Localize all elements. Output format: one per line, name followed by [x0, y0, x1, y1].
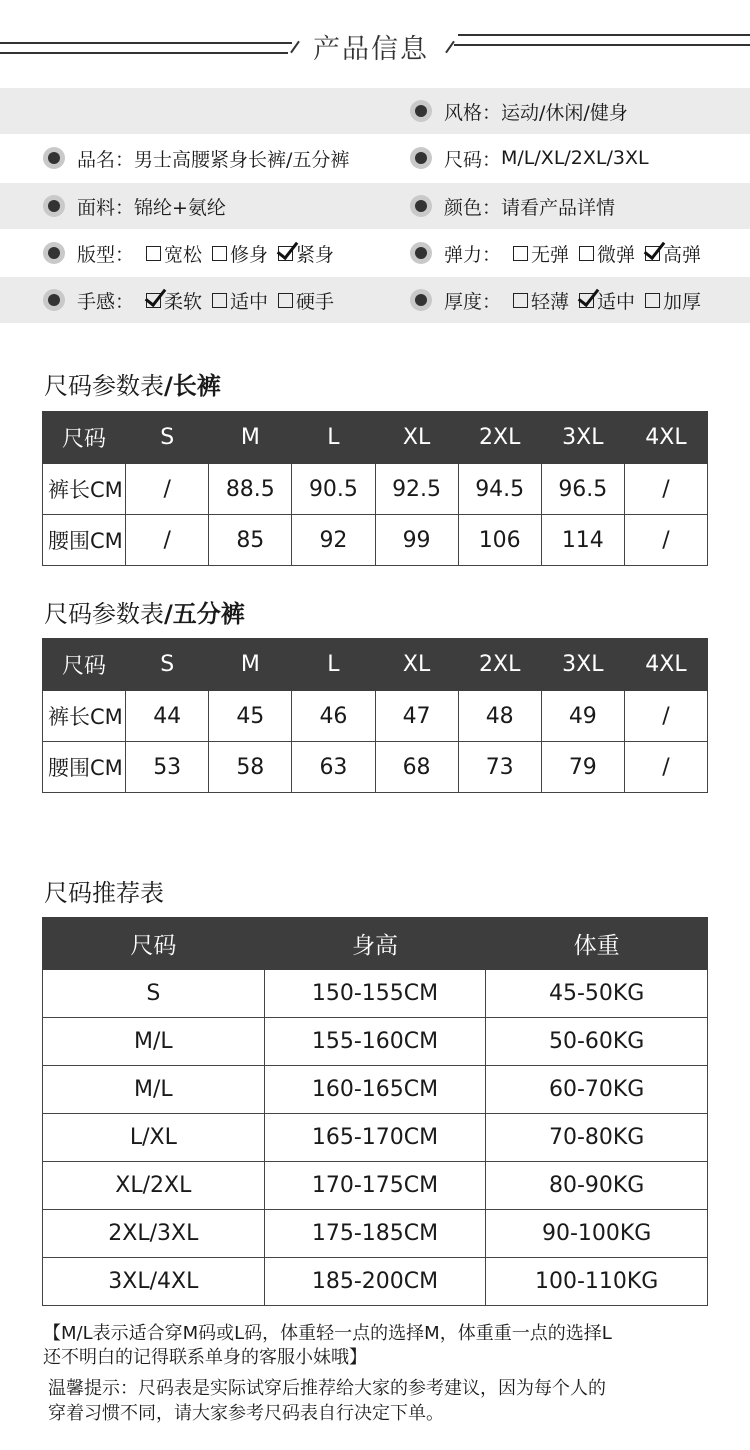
- table-cell: 2XL/3XL: [43, 1210, 265, 1258]
- info-style-label: 风格：: [444, 101, 502, 124]
- elasticity-option-high: 高弹: [645, 240, 701, 267]
- table-cell: /: [624, 742, 707, 793]
- fit-option-tight: 紧身: [278, 240, 334, 267]
- size-note-line-1: 【M/L表示适合穿M码或L码，体重轻一点的选择M，体重重一点的选择L: [43, 1323, 612, 1344]
- checkbox-icon: [579, 246, 594, 261]
- table-row: [43, 1162, 708, 1210]
- bullet-icon: [43, 242, 65, 264]
- table-cell: 185-200CM: [264, 1258, 486, 1306]
- info-size-label: 尺码：: [444, 148, 502, 171]
- size-note-line-2: 还不明白的记得联系单身的客服小妹哦】: [43, 1347, 367, 1368]
- table-cell: 165-170CM: [264, 1114, 486, 1162]
- info-color-value: 请看产品详情: [501, 196, 616, 219]
- table-cell: 175-185CM: [264, 1210, 486, 1258]
- table-header-cell: 身高: [264, 918, 486, 970]
- thickness-option-thick: 加厚: [645, 287, 701, 314]
- table-header-row: [43, 412, 708, 464]
- table-header-row: [43, 918, 708, 970]
- info-style-value: 运动/休闲/健身: [501, 101, 628, 124]
- info-thickness-label: 厚度：: [444, 290, 502, 313]
- table-cell: 88.5: [209, 464, 292, 515]
- table-cell: 60-70KG: [486, 1066, 708, 1114]
- table-row: [43, 970, 708, 1018]
- info-fit-label: 版型：: [77, 243, 135, 266]
- feel-option-soft: 柔软: [146, 287, 202, 314]
- table-cell: 腰围CM: [43, 515, 126, 566]
- size-recommend-table: [42, 917, 708, 1306]
- table-cell: /: [624, 691, 707, 742]
- bullet-icon: [43, 147, 65, 169]
- table-cell: XL/2XL: [43, 1162, 265, 1210]
- table-header-cell: 2XL: [458, 412, 541, 464]
- table-cell: 106: [458, 515, 541, 566]
- bullet-icon: [410, 195, 432, 217]
- table-header-cell: 3XL: [541, 412, 624, 464]
- table-header-cell: 体重: [486, 918, 708, 970]
- info-feel-label: 手感：: [77, 290, 135, 313]
- table-cell: L/XL: [43, 1114, 265, 1162]
- bullet-icon: [43, 289, 65, 311]
- table-header-cell: 4XL: [624, 639, 707, 691]
- table-row: [43, 1210, 708, 1258]
- info-elasticity: [410, 230, 711, 276]
- checkbox-icon: [146, 246, 161, 261]
- table-header-cell: 2XL: [458, 639, 541, 691]
- table-cell: M/L: [43, 1066, 265, 1114]
- fit-option-slim: 修身: [212, 240, 268, 267]
- recommend-title: 尺码推荐表: [44, 879, 164, 907]
- checkbox-icon: [212, 293, 227, 308]
- table-header-cell: M: [209, 639, 292, 691]
- info-feel: [43, 277, 344, 323]
- checkbox-icon: [278, 293, 293, 308]
- info-row-2: [0, 135, 750, 181]
- table-row: [43, 1066, 708, 1114]
- table-cell: 45-50KG: [486, 970, 708, 1018]
- table-cell: 85: [209, 515, 292, 566]
- table-cell: 155-160CM: [264, 1018, 486, 1066]
- checkbox-icon: [645, 293, 660, 308]
- table-cell: /: [624, 464, 707, 515]
- header-rule-right-bottom: [454, 44, 750, 46]
- bullet-icon: [43, 195, 65, 217]
- table-cell: 160-165CM: [264, 1066, 486, 1114]
- checkbox-icon: [212, 246, 227, 261]
- fit-option-loose: 宽松: [146, 240, 202, 267]
- bullet-icon: [410, 289, 432, 311]
- thickness-option-thin: 轻薄: [513, 287, 569, 314]
- table-cell: M/L: [43, 1018, 265, 1066]
- info-row-3: [0, 183, 750, 229]
- header-slash-right: [445, 41, 455, 54]
- table-cell: 50-60KG: [486, 1018, 708, 1066]
- checked-checkbox-icon: [645, 246, 660, 261]
- table-cell: 48: [458, 691, 541, 742]
- table-cell: 70-80KG: [486, 1114, 708, 1162]
- table-header-cell: L: [292, 412, 375, 464]
- shorts-size-table: [42, 638, 708, 793]
- info-row-4: [0, 230, 750, 276]
- table-cell: 150-155CM: [264, 970, 486, 1018]
- elasticity-option-slight: 微弹: [579, 240, 635, 267]
- table-header-cell: 3XL: [541, 639, 624, 691]
- table-cell: 腰围CM: [43, 742, 126, 793]
- header-rule-left-bottom: [0, 52, 288, 54]
- checkbox-icon: [513, 293, 528, 308]
- table-cell: 44: [126, 691, 209, 742]
- checked-checkbox-icon: [146, 293, 161, 308]
- table-cell: 裤长CM: [43, 691, 126, 742]
- table-cell: 170-175CM: [264, 1162, 486, 1210]
- info-color: [410, 183, 615, 229]
- checked-checkbox-icon: [278, 246, 293, 261]
- table-header-cell: S: [126, 639, 209, 691]
- info-size: [410, 135, 649, 181]
- table-cell: 100-110KG: [486, 1258, 708, 1306]
- info-fabric-value: 锦纶+氨纶: [134, 196, 226, 219]
- thickness-option-medium: 适中: [579, 287, 635, 314]
- table-cell: 63: [292, 742, 375, 793]
- table-cell: 45: [209, 691, 292, 742]
- table-cell: 53: [126, 742, 209, 793]
- bullet-icon: [410, 147, 432, 169]
- table-cell: /: [624, 515, 707, 566]
- table-cell: 99: [375, 515, 458, 566]
- table-cell: /: [126, 464, 209, 515]
- table-row: [43, 515, 708, 566]
- table-header-cell: 尺码: [43, 639, 126, 691]
- info-name-label: 品名：: [77, 148, 135, 171]
- checked-checkbox-icon: [579, 293, 594, 308]
- checkbox-icon: [513, 246, 528, 261]
- table-cell: S: [43, 970, 265, 1018]
- table-cell: 3XL/4XL: [43, 1258, 265, 1306]
- table-header-cell: S: [126, 412, 209, 464]
- table-cell: 49: [541, 691, 624, 742]
- table-header-cell: 4XL: [624, 412, 707, 464]
- table-header-cell: 尺码: [43, 918, 265, 970]
- table-row: [43, 464, 708, 515]
- table-cell: 92: [292, 515, 375, 566]
- elasticity-option-none: 无弹: [513, 240, 569, 267]
- bullet-icon: [410, 100, 432, 122]
- info-name: [43, 135, 349, 181]
- long-pants-size-table: [42, 411, 708, 566]
- table-cell: 96.5: [541, 464, 624, 515]
- table-row: [43, 691, 708, 742]
- table-header-cell: L: [292, 639, 375, 691]
- table-row: [43, 742, 708, 793]
- table-cell: 114: [541, 515, 624, 566]
- info-style: [410, 88, 628, 134]
- info-name-value: 男士高腰紧身长裤/五分裤: [134, 148, 350, 171]
- table-row: [43, 1018, 708, 1066]
- table-header-cell: 尺码: [43, 412, 126, 464]
- table-cell: 46: [292, 691, 375, 742]
- info-color-label: 颜色：: [444, 196, 502, 219]
- table-cell: 90.5: [292, 464, 375, 515]
- table-cell: 92.5: [375, 464, 458, 515]
- table-cell: 裤长CM: [43, 464, 126, 515]
- info-fabric-label: 面料：: [77, 196, 135, 219]
- table-header-cell: XL: [375, 639, 458, 691]
- header-rule-right-top: [458, 34, 750, 36]
- table-cell: 58: [209, 742, 292, 793]
- table-cell: 90-100KG: [486, 1210, 708, 1258]
- info-row-1: [0, 88, 750, 134]
- table-header-cell: XL: [375, 412, 458, 464]
- table-cell: 47: [375, 691, 458, 742]
- page-title: 产品信息: [313, 34, 429, 65]
- table-cell: 94.5: [458, 464, 541, 515]
- shorts-title: 尺码参数表/五分裤: [44, 600, 245, 628]
- table-cell: 68: [375, 742, 458, 793]
- info-elasticity-label: 弹力：: [444, 243, 502, 266]
- long-pants-title: 尺码参数表/长裤: [44, 372, 221, 400]
- tip-line-1: 温馨提示：尺码表是实际试穿后推荐给大家的参考建议，因为每个人的: [48, 1378, 606, 1399]
- info-fabric: [43, 183, 226, 229]
- table-cell: /: [126, 515, 209, 566]
- table-header-cell: M: [209, 412, 292, 464]
- table-header-row: [43, 639, 708, 691]
- table-row: [43, 1258, 708, 1306]
- table-cell: 79: [541, 742, 624, 793]
- bullet-icon: [410, 242, 432, 264]
- info-thickness: [410, 277, 711, 323]
- feel-option-medium: 适中: [212, 287, 268, 314]
- header-rule-left-top: [0, 42, 292, 44]
- table-cell: 73: [458, 742, 541, 793]
- feel-option-stiff: 硬手: [278, 287, 334, 314]
- info-fit: [43, 230, 344, 276]
- info-row-5: [0, 277, 750, 323]
- table-cell: 80-90KG: [486, 1162, 708, 1210]
- tip-line-2: 穿着习惯不同，请大家参考尺码表自行决定下单。: [48, 1403, 444, 1424]
- info-size-value: M/L/XL/2XL/3XL: [501, 147, 649, 169]
- table-row: [43, 1114, 708, 1162]
